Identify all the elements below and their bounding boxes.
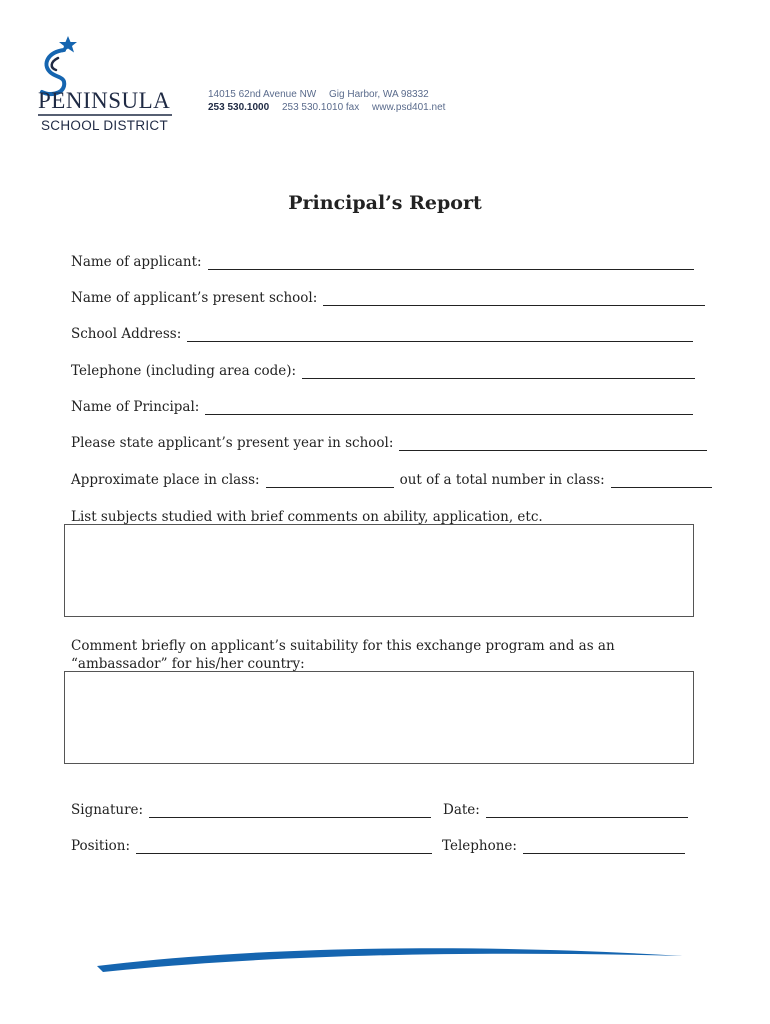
org-name: PENINSULA	[38, 88, 171, 113]
letterhead-address	[208, 88, 445, 114]
present-school-row	[71, 290, 705, 306]
telephone-sig-row	[442, 838, 685, 854]
principal-name-label: Name of Principal:	[71, 399, 200, 415]
signature-field[interactable]	[149, 805, 431, 818]
date-label: Date:	[443, 802, 480, 818]
telephone-label: Telephone (including area code):	[71, 363, 297, 379]
present-year-label: Please state applicant’s present year in school:	[71, 435, 394, 451]
telephone-row	[71, 363, 695, 379]
present-school-field[interactable]	[323, 293, 705, 306]
suitability-textarea[interactable]	[64, 671, 694, 764]
telephone-field[interactable]	[302, 366, 695, 379]
class-rank-row	[71, 472, 712, 488]
fax-number: 253 530.1010 fax	[281, 102, 360, 113]
place-in-class-label: Approximate place in class:	[71, 472, 260, 488]
date-row	[443, 802, 688, 818]
total-in-class-field[interactable]	[611, 475, 712, 488]
principal-name-row	[71, 399, 693, 415]
suitability-prompt: Comment briefly on applicant’s suitability for this exchange program and as an “ambassador” for his/her country:	[71, 638, 615, 672]
principal-name-field[interactable]	[205, 402, 693, 415]
place-in-class-field[interactable]	[266, 475, 394, 488]
page-title: Principal’s Report	[288, 192, 482, 214]
position-row	[71, 838, 432, 854]
website: www.psd401.net	[372, 102, 446, 113]
position-label: Position:	[71, 838, 131, 854]
present-year-row	[71, 435, 707, 451]
school-address-field[interactable]	[187, 329, 693, 342]
present-school-label: Name of applicant’s present school:	[71, 290, 318, 306]
position-field[interactable]	[136, 841, 432, 854]
total-in-class-label: out of a total number in class:	[399, 472, 605, 488]
subjects-textarea[interactable]	[64, 524, 694, 617]
org-subtitle: SCHOOL DISTRICT	[41, 118, 169, 133]
footer-swoosh-icon	[95, 938, 685, 974]
phone-number: 253 530.1000	[208, 102, 270, 113]
subjects-prompt: List subjects studied with brief comments on ability, application, etc.	[71, 509, 543, 525]
applicant-name-row	[71, 254, 694, 270]
signature-label: Signature:	[71, 802, 144, 818]
signature-row	[71, 802, 431, 818]
telephone-sig-label: Telephone:	[442, 838, 517, 854]
date-field[interactable]	[486, 805, 688, 818]
present-year-field[interactable]	[399, 438, 707, 451]
telephone-sig-field[interactable]	[523, 841, 685, 854]
school-address-row	[71, 326, 693, 342]
street-address: 14015 62nd Avenue NW	[208, 89, 317, 100]
applicant-name-field[interactable]	[208, 257, 694, 270]
school-address-label: School Address:	[71, 326, 182, 342]
applicant-name-label: Name of applicant:	[71, 254, 202, 270]
city-state-zip: Gig Harbor, WA 98332	[329, 89, 429, 100]
